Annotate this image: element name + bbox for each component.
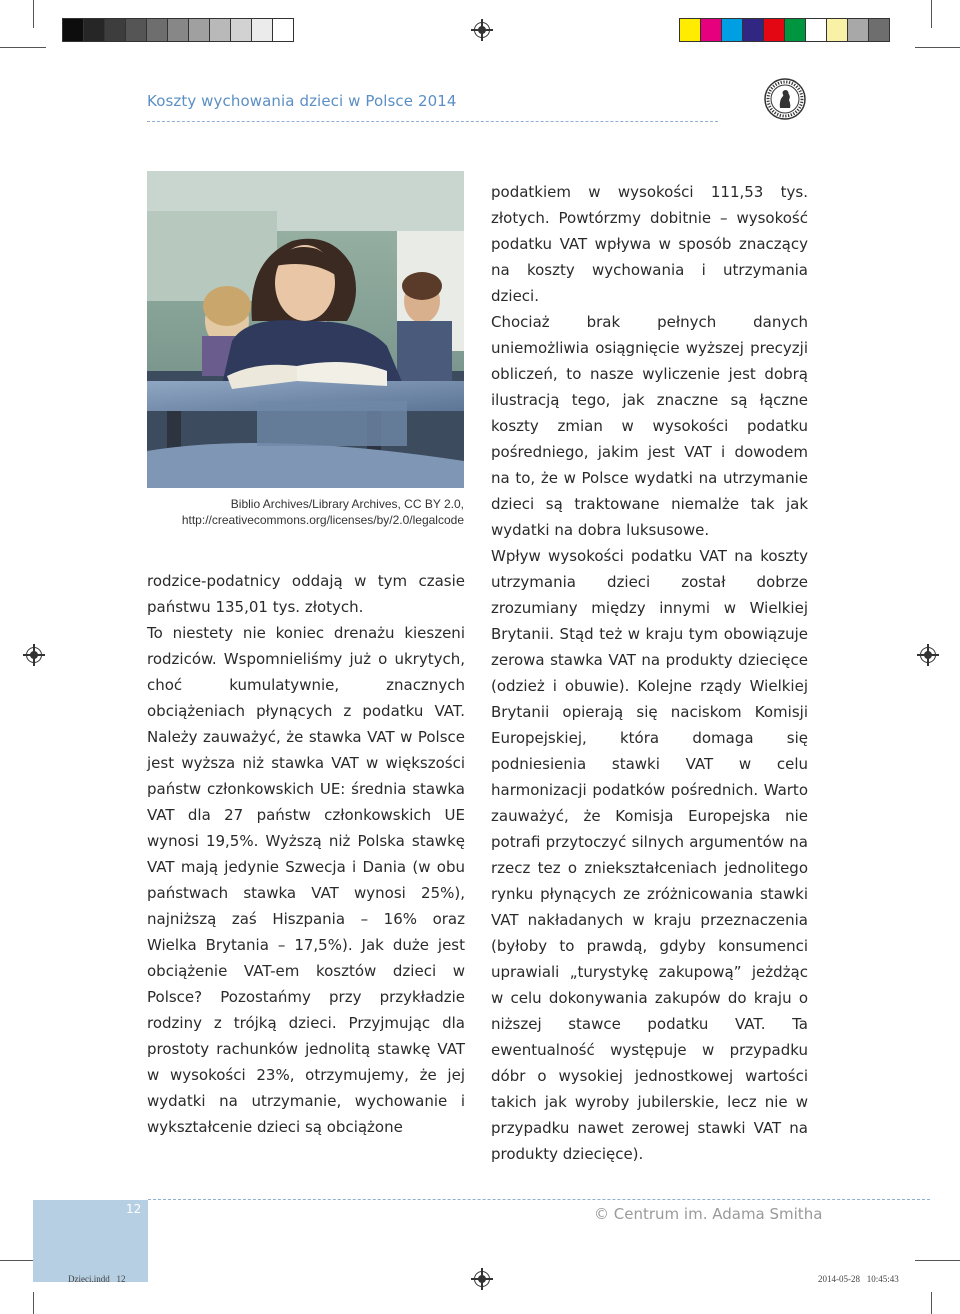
color-swatch [743,19,764,41]
color-swatch [63,19,84,41]
color-swatch [105,19,126,41]
registration-mark-icon [474,1271,490,1287]
color-swatch [722,19,743,41]
paragraph: Wpływ wysokości podatku VAT na koszty utrzymania dzieci został dobrze zrozumiany między innymi w Wielkiej Brytanii. Stąd też w kraju tym obowiązuje zerowa stawka VAT na produkty dziecięce (odzież i obuwie). Kolejne rządy Wielkiej Brytanii opierają się naciskom Komisji Europejskiej, która domaga się podniesienia stawki VAT w celu harmonizacji podatków pośrednich. Warto zauważyć, że Komisja Europejska nie potrafi przytoczyć silnych argumentów na rzecz tez o zniekształceniach jednolitego rynku płynących ze zróżnicowania stawki VAT nakładanych w kraju przeznaczenia (byłoby to prawdą, gdyby konsumenci uprawiali „turystykę zakupową” jeżdżąc w celu dokonywania zakupów do kraju o niższej stawce podatku VAT. Ta ewentualność występuje w przypadku dóbr o wysokiej jednostkowej wartości takich jak wyroby jubilerskie, lecz nie w przypadku nawet zerowej stawki VAT na produkty dziecięce). [491,547,808,1163]
color-swatch [231,19,252,41]
header-rule [147,121,718,122]
caption-license-url: http://creativecommons.org/licenses/by/2.0/legalcode [181,513,464,527]
photo-caption [147,496,464,528]
institution-seal-icon [764,78,806,120]
slug-timestamp: 2014-05-28 10:45:43 [818,1274,899,1284]
page-number: 12 [126,1202,142,1216]
paragraph: rodzice-podatnicy oddają w tym czasie państwu 135,01 tys. złotych. [147,572,465,616]
cmyk-color-bar [679,18,890,42]
color-swatch [785,19,806,41]
classroom-photo [147,171,464,488]
registration-mark-icon [474,22,490,38]
crop-mark [931,1292,932,1314]
crop-mark [931,0,932,28]
paragraph: To niestety nie koniec drenażu kieszeni rodziców. Wspomnieliśmy już o ukrytych, choć kumulatywnie, znacznych obciążeniach płynących z podatku VAT. Należy zauważyć, że stawka VAT w Polsce jest wyższa niż stawka VAT w większości państw członkowskich UE: średnia stawka VAT dla 27 państw członkowskich UE wynosi 19,5%. Wyższą niż Polska stawkę VAT mają jedynie Szwecja i Dania (w obu państwach stawka VAT wynosi 25%), najniższą zaś Hiszpania – 16% oraz Wielka Brytania – 17,5%). Jak duże jest obciążenie VAT-em kosztów dzieci w Polsce? Pozostańmy przy przykładzie rodziny z trójką dzieci. Przyjmując dla prostoty rachunków jednolitą stawkę VAT w wysokości 23%, otrzymujemy, że jej wydatki na utrzymanie, wychowanie i wykształcenie dzieci są obciążone [147,624,465,1136]
right-text-column [491,179,808,1167]
crop-mark [33,1292,34,1314]
footer-rule [148,1199,930,1200]
color-swatch [189,19,210,41]
paragraph: Chociaż brak pełnych danych uniemożliwia osiągnięcie wyższej precyzji obliczeń, to nasze wyliczenie jest dobrą ilustracją tego, jak znaczne są łączne koszty zmian w wysokości podatku pośredniego, jakim jest VAT i dowodem na to, że w Polsce wydatki na utrzymanie dzieci są traktowane niemalże tak jak wydatki na dobra luksusowe. [491,313,808,539]
color-swatch [210,19,231,41]
slug-filename: Dzieci.indd 12 [68,1274,126,1284]
color-swatch [84,19,105,41]
running-title: Koszty wychowania dzieci w Polsce 2014 [147,92,457,110]
color-swatch [252,19,273,41]
color-swatch [701,19,722,41]
paragraph: podatkiem w wysokości 111,53 tys. złotych. Powtórzmy dobitnie – wysokość podatku VAT wpływa w sposób znaczący na koszty wychowania i utrzymania dzieci. [491,183,808,305]
caption-credit: Biblio Archives/Library Archives, CC BY 2.0, [230,497,464,511]
left-text-column [147,568,465,1140]
crop-mark [915,1260,960,1261]
copyright-notice: © Centrum im. Adama Smitha [594,1205,823,1223]
crop-mark [0,47,46,48]
color-swatch [764,19,785,41]
grayscale-color-bar [62,18,294,42]
crop-mark [915,47,960,48]
color-swatch [680,19,701,41]
color-swatch [827,19,848,41]
color-swatch [273,19,293,41]
crop-mark [33,0,34,28]
color-swatch [806,19,827,41]
color-swatch [848,19,869,41]
color-swatch [147,19,168,41]
color-swatch [168,19,189,41]
color-swatch [869,19,889,41]
registration-mark-icon [26,647,42,663]
registration-mark-icon [920,647,936,663]
color-swatch [126,19,147,41]
